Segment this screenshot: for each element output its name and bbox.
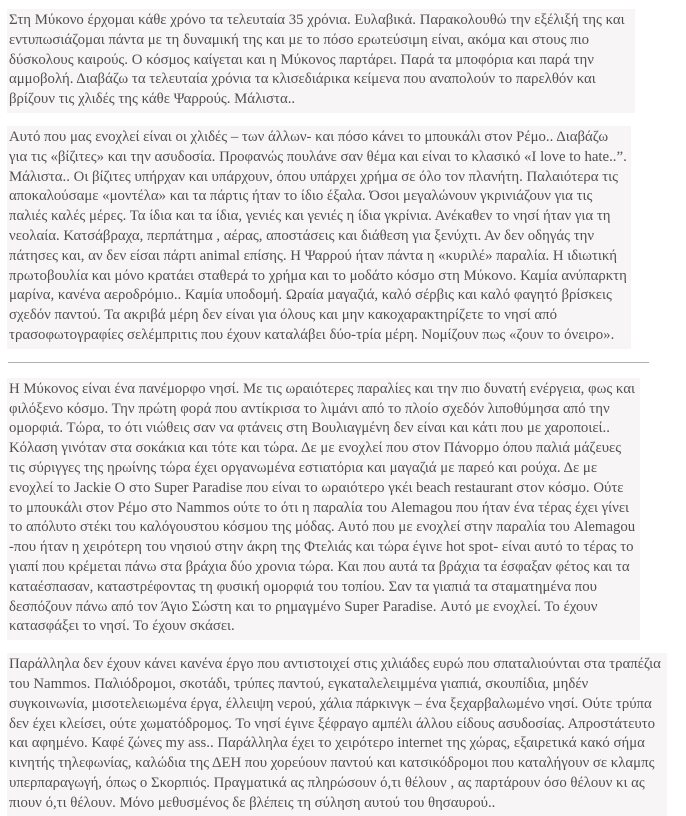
paragraph-parallila-erga: Παράλληλα δεν έχουν κάνει κανένα έργο που αντιστοιχεί στις χιλιάδες ευρώ που σπαταλιούνται στα τραπέζια του Nammos. Παλιόδρομοι, σκοτάδι, τρύπες παντού, εγκαταλελειμμένα γιαπιά, σκουπίδια, μηδέν συγκοινωνία, μισοτελειωμένα έργα, έλλειψη νερού, χάλια πάρκινγκ – ένα ξεχαρβαλωμένο νησί. Ούτε τρύπα δεν έχει κλείσει, ούτε χωματόδρομος. Το νησί έγινε ξέφραγο αμπέλι άλλου είδους ασυδοσίας. Απροστάτευτο και αφημένο. Καφέ ζώνες my ass.. Παράλληλα έχει το χειρότερο internet της χώρας, εξαιρετικά κακό σήμα κινητής τηλεφωνίας, καλώδια της ΔΕΗ που χορεύουν παντού και κατσικόδρομοι που καταλήγουν σε κλαμπς υπερπαραγωγή, όπως ο Σκορπιός. Πραγματικά ας πληρώσουν ό,τι θέλουν , ας παρτάρουν όσο θέλουν κι ας πιουν ό,τι θέλουν. Μόνο μεθυσμένος δε βλέπεις τη σύληση αυτού του θησαυρού.. xyxy=(7,653,667,816)
paragraph-intro: Στη Μύκονο έρχομαι κάθε χρόνο τα τελευταία 35 χρόνια. Ευλαβικά. Παρακολουθώ την εξέλιξή της και εντυπωσιάζομαι πάντα με τη δυναμική της και με το πόσο ερωτεύσιμη είναι, ακόμα και στους πιο δύσκολους καιρούς. Ο κόσμος καίγεται και η Μύκονος παρτάρει. Παρά τα μποφόρια και παρά την αμμοβολή. Διαβάζω τα τελευταία χρόνια τα κλισεδιάρικα κείμενα που αναπολούν το παρελθόν και βρίζουν τις χλιδές της κάθε Ψαρρούς. Μάλιστα.. xyxy=(7,9,635,113)
paragraph-panemorfo-nisi: Η Μύκονος είναι ένα πανέμορφο νησί. Με τις ωραιότερες παραλίες και την πιο δυνατή ενέργεια, φως και φιλόξενο κόσμο. Την πρώτη φορά που αντίκρισα το λιμάνι από το πλοίο σχεδόν λιποθύμησα από την ομορφιά. Τώρα, το ότι νιώθεις σαν να φτάνεις στη Βουλιαγμένη δεν είναι και κάτι που με χαροποιεί.. Κόλαση γινόταν στα σοκάκια και τότε και τώρα. Δε με ενοχλεί που στον Πάνορμο όπου παλιά μάζευες τις σύριγγες της ηρωίνης τώρα έχει οργανωμένα εστιατόρια και μαγαζιά με παρεό και ρούχα. Δε με ενοχλεί το Jackie O στο Super Paradise που είναι το ωραιότερο γκέι beach restaurant στον κόσμο. Ούτε το μπουκάλι στον Ρέμο στο Nammos ούτε το ότι η παραλία του Alemagou που ήταν ένα τέρας έχει γίνει το απόλυτο στέκι του καλόγουστου κόσμου της μόδας. Αυτό που με ενοχλεί στην παραλία του Alemagou -που ήταν η χειρότερη του νησιού στην άκρη της Φτελιάς και τώρα έγινε hot spot- είναι αυτό το τέρας το γιαπί που κρέμεται πάνω στα βράχια δύο χρονια τώρα. Και που αυτά τα βράχια τα έσφαξαν φέτος και τα καταέσπασαν, καταστρέφοντας τη φυσική ομορφιά του τοπίου. Σαν τα γιαπιά τα σταματημένα που δεσπόζουν πάνω από τον Άγιο Σώστη και το ρημαγμένο Super Paradise. Αυτό με ενοχλεί. Το έχουν κατασφάξει το νησί. Το έχουν σκάσει. xyxy=(7,378,640,640)
section-divider xyxy=(8,362,649,363)
article-section-2 xyxy=(7,378,686,816)
article-section-1 xyxy=(7,9,686,349)
paragraph-chlides: Αυτό που μας ενοχλεί είναι οι χλιδές – των άλλων- και πόσο κάνει το μπουκάλι στον Ρέμο.. Διαβάζω για τις «βίζιτες» και την ασυδοσία. Προφανώς πουλάνε σαν θέμα και είναι το κλασικό «I love to hate..”. Μάλιστα.. Οι βίζιτες υπήρχαν και υπάρχουν, όπου υπάρχει χρήμα σε όλο τον πλανήτη. Παλαιότερα τις αποκαλούσαμε «μοντέλα» και τα πάρτις ήταν το ίδιο έξαλα. Όσοι μεγαλώνουν γκρινιάζουν για τις παλιές καλές μέρες. Τα ίδια και τα ίδια, γενιές και γενιές η ίδια γκρίνια. Ανέκαθεν το νησί ήταν για τη νεολαία. Κατσάβραχα, περπάτημα , αέρας, αποστάσεις και διάθεση για ξενύχτι. Αν δεν οδηγάς την πάτησες και, αν δεν είσαι πάρτι animal επίσης. Η Ψαρρού ήταν πάντα η «κυριλέ» παραλία. Η ιδιωτική πρωτοβουλία και μόνο κρατάει σταθερά το χρήμα και το μοδάτο κόσμο στη Μύκονο. Καμία ανύπαρκτη μαρίνα, κανένα αεροδρόμιο.. Καμία υποδομή. Ωραία μαγαζιά, καλό σέρβις και καλό φαγητό βρίσκεις σχεδόν παντού. Τα ακριβά μέρη δεν είναι για όλους και μην κακοχαρακτηρίζετε το νησί από τρασοφωτογραφίες σελέμπριτις που έχουν καταλάβει δύο-τρία μέρη. Νομίζουν πως «ζουν το όνειρο». xyxy=(7,126,631,349)
